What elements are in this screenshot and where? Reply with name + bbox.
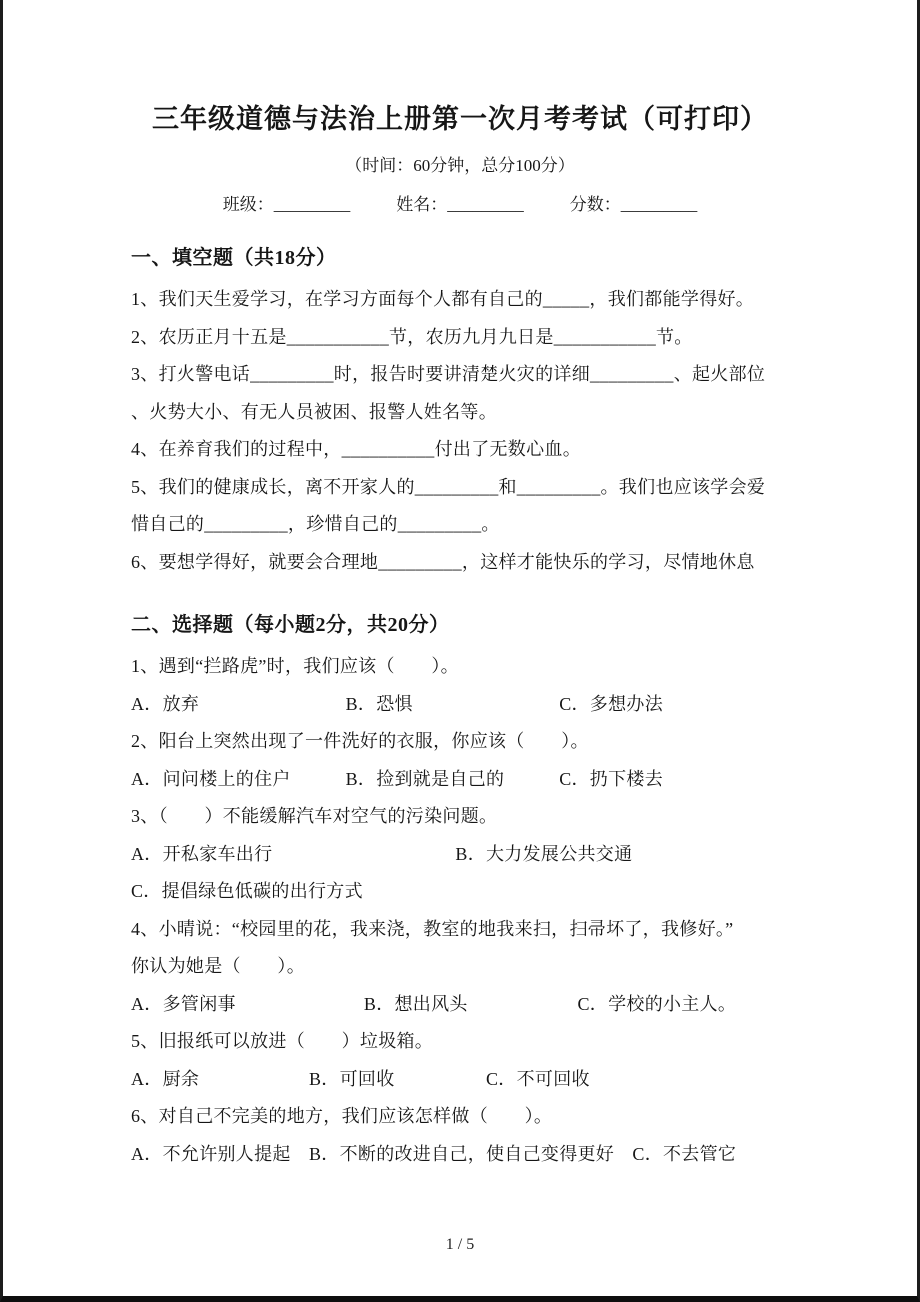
section-2-body bbox=[131, 648, 789, 1173]
choice-q3-option-c: C．提倡绿色低碳的出行方式 bbox=[131, 881, 363, 901]
fill-blank-q4: 4、在养育我们的过程中，__________付出了无数心血。 bbox=[131, 439, 581, 459]
fill-blank-q3-line1: 3、打火警电话_________时，报告时要讲清楚火灾的详细_________、起火部位 bbox=[131, 364, 766, 384]
choice-q4-options: A．多管闲事 B．想出风头 C．学校的小主人。 bbox=[131, 993, 737, 1014]
name-blank-field: 姓名：_________ bbox=[396, 195, 524, 214]
fill-blank-q2: 2、农历正月十五是___________节，农历九月九日是___________节。 bbox=[131, 326, 693, 347]
choice-q2-options: A．问问楼上的住户 B．捡到就是自己的 C．扔下楼去 bbox=[131, 768, 664, 789]
choice-q5: 5、旧报纸可以放进（ ）垃圾箱。 bbox=[131, 1031, 434, 1051]
score-blank-field: 分数：_________ bbox=[569, 195, 698, 214]
fill-blank-q5-line2: 惜自己的_________，珍惜自己的_________。 bbox=[131, 514, 500, 534]
section-1-body bbox=[131, 281, 789, 581]
choice-q6: 6、对自己不完美的地方，我们应该怎样做（ ）。 bbox=[131, 1106, 553, 1126]
choice-q3: 3、（ ）不能缓解汽车对空气的污染问题。 bbox=[131, 806, 498, 826]
choice-q2: 2、阳台上突然出现了一件洗好的衣服，你应该（ ）。 bbox=[131, 731, 589, 751]
choice-q5-options: A．厨余 B．可回收 C．不可回收 bbox=[131, 1068, 590, 1089]
choice-q4-line2: 你认为她是（ ）。 bbox=[131, 956, 305, 976]
choice-q6-options: A．不允许别人提起 B．不断的改进自己，使自己变得更好 C．不去管它 bbox=[131, 1143, 737, 1164]
choice-q1-options: A．放弃 B．恐惧 C．多想办法 bbox=[131, 693, 664, 714]
page-content bbox=[3, 0, 917, 1173]
section-1-heading: 一、填空题（共18分） bbox=[131, 247, 337, 269]
exam-time-score-note: （时间：60分钟，总分100分） bbox=[345, 156, 575, 175]
page-number: 1 / 5 bbox=[445, 1236, 475, 1253]
fill-blank-q5-line1: 5、我们的健康成长，离不开家人的_________和_________。我们也应该学会爱 bbox=[131, 476, 766, 497]
choice-q3-options-ab: A．开私家车出行 B．大力发展公共交通 bbox=[131, 843, 633, 864]
section-2-heading: 二、选择题（每小题2分，共20分） bbox=[131, 614, 450, 636]
fill-blank-q6: 6、要想学得好，就要会合理地_________，这样才能快乐的学习，尽情地休息 bbox=[131, 551, 755, 572]
choice-q4-line1: 4、小晴说：“校园里的花，我来浇，教室的地我来扫，扫帚坏了，我修好。” bbox=[131, 918, 734, 939]
class-blank-field: 班级：_________ bbox=[222, 195, 351, 214]
fill-blank-q3-line2: 、火势大小、有无人员被困、报警人姓名等。 bbox=[131, 401, 497, 422]
choice-q1: 1、遇到“拦路虎”时，我们应该（ ）。 bbox=[131, 656, 459, 676]
page-title: 三年级道德与法治上册第一次月考考试（可打印） bbox=[152, 104, 768, 134]
fill-blank-q1: 1、我们天生爱学习，在学习方面每个人都有自己的_____，我们都能学得好。 bbox=[131, 289, 755, 309]
student-info-line bbox=[131, 193, 789, 217]
